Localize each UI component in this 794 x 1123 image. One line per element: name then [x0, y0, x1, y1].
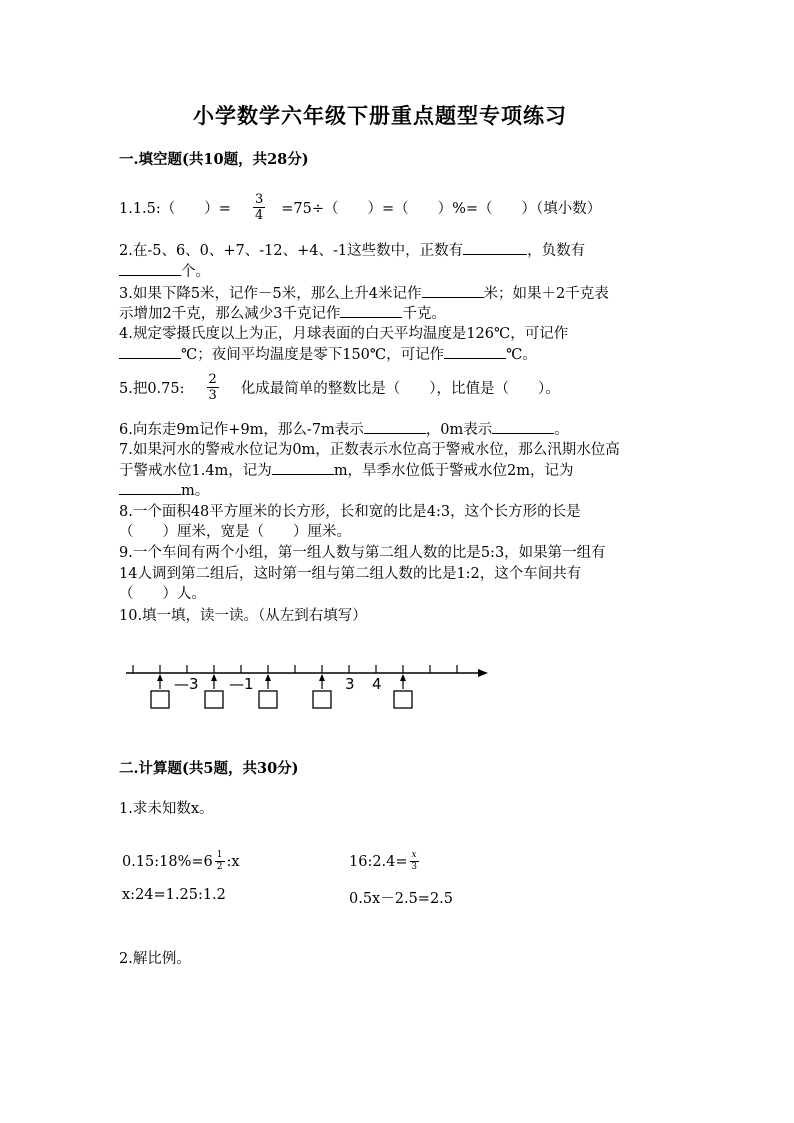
q9-text-a: 9.一个车间有两个小组，第一组人数与第二组人数的比是5:3，如果第一组有	[119, 545, 606, 561]
eq1-text-a: 0.15:18%=6	[122, 853, 213, 870]
calc-1-prompt: 1.求未知数x。	[119, 801, 214, 817]
question-1	[119, 193, 601, 222]
number-line-figure	[120, 655, 500, 715]
number-line-label-neg3: —3	[174, 675, 199, 693]
q1-text-a: 1.1.5:（ ）=	[119, 201, 231, 217]
section-fill-heading: 一.填空题(共10题，共28分)	[119, 151, 309, 168]
q4-text-b: ℃；夜间平均温度是零下150℃，可记作	[181, 347, 445, 363]
answer-box-2[interactable]	[205, 691, 223, 708]
q1-denominator: 4	[254, 208, 264, 223]
calc-1-equation-2	[349, 851, 419, 872]
question-5	[119, 373, 560, 402]
number-line-pointer-1	[151, 674, 169, 708]
answer-box-3[interactable]	[259, 691, 277, 708]
question-7-line2	[119, 459, 574, 480]
eq2-denominator: 3	[411, 862, 417, 872]
q1-numerator: 3	[254, 192, 264, 207]
question-8-line2	[119, 520, 351, 541]
calc-2-prompt: 2.解比例。	[119, 951, 191, 967]
q3-text-c: 示增加2千克，那么减少3千克记作	[119, 306, 341, 322]
q6-text-a: 6.向东走9m记作+9m，那么-7m表示	[119, 422, 364, 438]
q9-text-c: （ ）人。	[119, 586, 206, 602]
eq1-fraction	[215, 851, 225, 872]
eq1-numerator: 1	[216, 850, 223, 860]
question-2-line2	[119, 260, 210, 281]
eq1-denominator: 2	[216, 862, 223, 872]
calc-1-equation-3: x:24=1.25:1.2	[122, 887, 226, 903]
number-line-label-neg1: —1	[229, 675, 254, 693]
q7-text-b: 于警戒水位1.4m，记为	[119, 463, 272, 479]
q7-text-a: 7.如果河水的警戒水位记为0m，正数表示水位高于警戒水位，那么汛期水位高	[119, 442, 620, 458]
question-4-line2	[119, 343, 537, 364]
q4-text-c: ℃。	[506, 347, 537, 363]
q1-fraction	[253, 193, 265, 222]
q5-text-a: 5.把0.75:	[119, 381, 185, 397]
number-line-pointer-4	[313, 674, 331, 708]
number-line-ticks	[133, 665, 457, 673]
q10-text-a: 10.填一填，读一读。（从左到右填写）	[119, 608, 367, 624]
question-7	[119, 438, 620, 459]
q1-text-b: =75÷（ ）=（ ）%=（ ）（填小数）	[281, 201, 602, 217]
q5-fraction	[207, 373, 219, 402]
number-line-pointer-2	[205, 674, 223, 708]
question-3-line2	[119, 302, 446, 323]
q3-blank-2[interactable]	[340, 303, 402, 318]
question-9-line3	[119, 582, 206, 603]
calc-1-equation-1	[122, 851, 240, 872]
q3-blank-1[interactable]	[422, 283, 484, 298]
eq2-fraction	[410, 851, 419, 872]
q2-text-b: ，负数有	[527, 243, 586, 259]
question-10	[119, 604, 367, 625]
question-6	[119, 418, 569, 439]
answer-box-4[interactable]	[313, 691, 331, 708]
q7-text-d: m。	[181, 483, 210, 499]
q2-blank-2[interactable]	[119, 261, 181, 276]
section-calc-heading: 二.计算题(共5题，共30分)	[119, 760, 299, 777]
answer-box-1[interactable]	[151, 691, 169, 708]
q9-text-b: 14人调到第二组后，这时第一组与第二组人数的比是1:2，这个车间共有	[119, 566, 582, 582]
q4-text-a: 4.规定零摄氏度以上为正，月球表面的白天平均温度是126℃，可记作	[119, 326, 569, 342]
q2-text-a: 2.在-5、6、0、+7、-12、+4、-1这些数中，正数有	[119, 243, 464, 259]
q4-blank-2[interactable]	[444, 344, 506, 359]
answer-box-5[interactable]	[394, 691, 412, 708]
q6-text-c: 。	[554, 422, 569, 438]
number-line-pointer-3	[259, 674, 277, 708]
question-8	[119, 500, 581, 521]
question-9	[119, 541, 606, 562]
q3-text-d: 千克。	[402, 306, 446, 322]
q7-blank-2[interactable]	[119, 480, 181, 495]
question-9-line2	[119, 562, 581, 583]
question-7-line3	[119, 479, 209, 500]
question-3	[119, 282, 609, 303]
question-4	[119, 322, 568, 343]
q3-text-b: 米；如果＋2千克表	[483, 286, 609, 302]
calc-1-equation-4: 0.5x－2.5=2.5	[349, 891, 454, 907]
q2-text-c: 个。	[181, 264, 210, 280]
q8-text-b: （ ）厘米，宽是（ ）厘米。	[119, 524, 351, 540]
q6-text-b: ，0m表示	[425, 422, 493, 438]
number-line-label-4: 4	[372, 675, 382, 693]
q8-text-a: 8.一个面积48平方厘米的长方形，长和宽的比是4:3，这个长方形的长是	[119, 504, 581, 520]
q7-text-c: m，旱季水位低于警戒水位2m，记为	[333, 463, 574, 479]
q7-blank-1[interactable]	[272, 460, 334, 475]
eq2-numerator: x	[411, 850, 417, 860]
q6-blank-1[interactable]	[364, 419, 426, 434]
page-title: 小学数学六年级下册重点题型专项练习	[193, 103, 567, 128]
number-line-arrowhead-icon	[478, 669, 488, 677]
q5-numerator: 2	[208, 372, 217, 387]
number-line-pointer-5	[394, 674, 412, 708]
number-line-label-3: 3	[345, 675, 355, 693]
q3-text-a: 3.如果下降5米，记作－5米，那么上升4米记作	[119, 286, 422, 302]
q2-blank-1[interactable]	[463, 240, 527, 255]
q5-text-b: 化成最简单的整数比是（ ），比值是（ ）。	[240, 381, 560, 397]
q4-blank-1[interactable]	[119, 344, 181, 359]
q6-blank-2[interactable]	[492, 419, 554, 434]
eq2-text-a: 16:2.4=	[349, 853, 408, 870]
question-2	[119, 239, 585, 260]
eq1-text-b: :x	[226, 853, 240, 870]
q5-denominator: 3	[208, 388, 217, 403]
